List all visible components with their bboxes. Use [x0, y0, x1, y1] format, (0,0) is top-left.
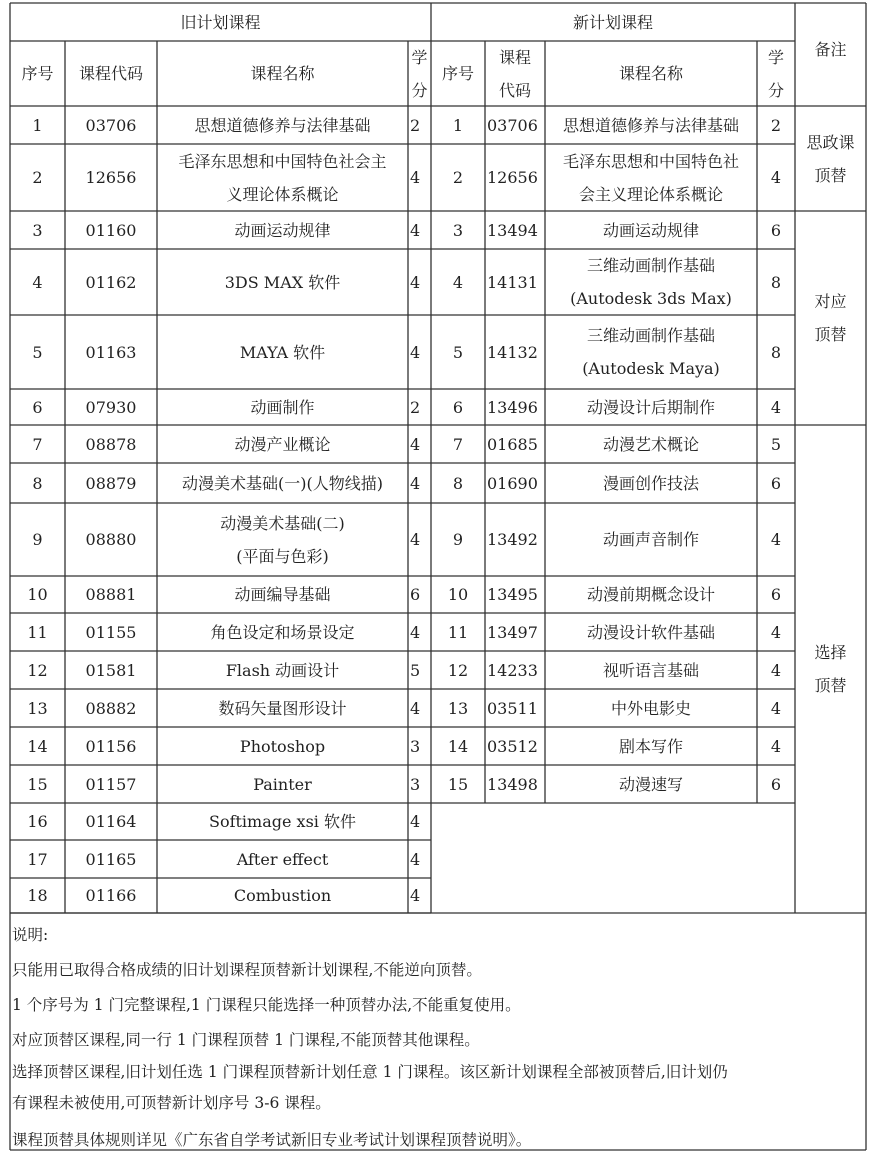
old-name-cell	[157, 144, 408, 211]
new-code-cell: 13494	[487, 220, 538, 240]
new-seq-cell: 14	[447, 736, 469, 756]
cell-line: 毛泽东思想和中国特色社会主	[178, 151, 387, 171]
old-code-cell: 03706	[85, 115, 137, 135]
new-name-cell	[545, 144, 757, 211]
new-credit-cell: 8	[770, 272, 782, 292]
old-seq-cell: 2	[32, 168, 43, 187]
cell-line: 对应	[814, 292, 847, 311]
new-code-cell: 13497	[487, 622, 538, 642]
old-name-cell	[157, 689, 408, 727]
new-code-cell: 13496	[487, 397, 538, 417]
old-name-cell	[157, 315, 408, 389]
new-code-cell: 13495	[487, 585, 538, 604]
new-code-cell: 03511	[487, 698, 538, 718]
new-credit-cell: 2	[770, 115, 782, 135]
new-name-cell	[545, 765, 757, 803]
old-seq-cell: 1	[32, 115, 43, 135]
new-code-cell: 03706	[487, 115, 538, 135]
old-seq-cell: 4	[32, 272, 43, 292]
cell-line: 动漫设计后期制作	[586, 397, 715, 417]
new-name-cell	[545, 389, 757, 425]
old-code-cell: 12656	[85, 168, 137, 187]
old-name-cell	[157, 765, 408, 803]
old-seq-cell: 14	[27, 736, 48, 756]
new-credit-cell: 4	[770, 698, 782, 718]
old-code-cell: 01581	[85, 660, 137, 680]
old-seq-cell: 12	[27, 660, 48, 680]
old-name-cell	[157, 463, 408, 503]
old-name-cell	[157, 389, 408, 425]
new-name-cell	[545, 315, 757, 389]
new-code-cell: 13498	[487, 774, 538, 794]
old-name-cell	[157, 613, 408, 651]
new-seq-cell: 11	[447, 622, 469, 642]
new-name-cell	[545, 613, 757, 651]
new-code-cell: 14132	[487, 342, 538, 362]
header-credit	[408, 41, 431, 106]
new-code-cell: 14131	[487, 272, 538, 292]
notes-title: 说明:	[12, 926, 49, 944]
cell-line: 义理论体系概论	[226, 184, 339, 204]
old-code-cell: 01162	[85, 272, 137, 292]
new-code-cell: 01685	[487, 434, 538, 454]
new-seq-cell: 15	[447, 774, 469, 794]
cell-line: Flash 动画设计	[225, 660, 340, 680]
old-code-cell: 01166	[85, 886, 137, 905]
old-name-cell	[157, 651, 408, 689]
old-code-cell: 08878	[85, 434, 137, 454]
new-name-cell	[545, 651, 757, 689]
old-code-cell: 01164	[85, 812, 137, 831]
old-code-cell: 08879	[85, 473, 137, 493]
cell-line: 三维动画制作基础	[586, 256, 715, 275]
cell-line: 动漫产业概论	[234, 434, 331, 454]
cell-line: 动画运动规律	[234, 220, 331, 240]
old-credit-cell: 5	[410, 660, 421, 680]
old-credit-cell: 4	[410, 168, 421, 187]
new-seq-cell: 5	[452, 342, 464, 362]
cell-line: 剧本写作	[618, 736, 683, 756]
cell-line: 动画运动规律	[602, 220, 699, 240]
old-code-cell: 07930	[85, 397, 137, 417]
new-credit-cell: 5	[770, 434, 782, 454]
cell-line: (Autodesk 3ds Max)	[570, 289, 732, 308]
old-seq-cell: 7	[32, 434, 43, 454]
new-seq-cell: 7	[452, 434, 464, 454]
cell-line: 角色设定和场景设定	[210, 622, 355, 642]
new-name-cell	[545, 425, 757, 463]
new-credit-cell: 8	[770, 342, 782, 362]
cell-line: After effect	[236, 849, 329, 869]
new-name-cell	[545, 689, 757, 727]
new-seq-cell: 4	[452, 272, 464, 292]
cell-line: 思想道德修养与法律基础	[562, 115, 739, 135]
new-credit-cell: 6	[770, 473, 782, 493]
new-name-cell	[545, 106, 757, 144]
new-seq-cell: 2	[452, 168, 464, 187]
old-seq-cell: 13	[27, 698, 48, 718]
old-seq-cell: 6	[32, 397, 43, 417]
old-name-cell	[157, 211, 408, 249]
old-credit-cell: 4	[410, 849, 421, 869]
header-new-code	[485, 41, 545, 106]
new-seq-cell: 12	[447, 660, 469, 680]
cell-line: 分	[411, 80, 428, 100]
old-credit-cell: 4	[410, 473, 421, 493]
cell-line: (平面与色彩)	[236, 546, 329, 566]
old-credit-cell: 4	[410, 272, 421, 292]
old-name-cell	[157, 249, 408, 315]
note-line: 选择顶替区课程,旧计划任选 1 门课程顶替新计划任意 1 门课程。该区新计划课程全部被顶替后,旧计划仍	[12, 1063, 728, 1081]
new-name-cell	[545, 211, 757, 249]
old-credit-cell: 4	[410, 530, 421, 549]
note-line: 有课程未被使用,可顶替新计划序号 3-6 课程。	[12, 1094, 331, 1112]
cell-line: Painter	[253, 774, 312, 794]
old-seq-cell: 5	[32, 342, 43, 362]
old-credit-cell: 4	[410, 812, 421, 831]
old-code-cell: 01163	[85, 342, 137, 362]
cell-line: Combustion	[233, 886, 332, 905]
cell-line: 学	[411, 47, 428, 67]
cell-line: Softimage xsi 软件	[208, 812, 356, 831]
new-credit-cell: 4	[770, 168, 782, 187]
cell-line: 思政课	[806, 132, 855, 152]
cell-line: 动漫设计软件基础	[586, 622, 715, 642]
old-seq-cell: 9	[32, 530, 43, 549]
cell-line: 数码矢量图形设计	[218, 698, 347, 718]
old-seq-cell: 3	[32, 220, 43, 240]
new-code-cell: 03512	[487, 736, 538, 756]
cell-line: 顶替	[814, 325, 847, 344]
new-name-cell	[545, 727, 757, 765]
remark-selective	[795, 425, 866, 913]
cell-line: 顶替	[814, 165, 847, 185]
old-credit-cell: 4	[410, 886, 421, 905]
cell-line: 动漫美术基础(二)	[220, 513, 345, 533]
new-code-cell: 13492	[487, 530, 538, 549]
cell-line: 中外电影史	[610, 698, 691, 718]
old-credit-cell: 4	[410, 220, 421, 240]
new-code-cell: 01690	[487, 473, 538, 493]
note-line: 对应顶替区课程,同一行 1 门课程顶替 1 门课程,不能顶替其他课程。	[12, 1031, 480, 1049]
old-name-cell	[157, 576, 408, 613]
cell-line: 视听语言基础	[602, 660, 699, 680]
old-code-cell: 08880	[85, 530, 137, 549]
old-name-cell	[157, 803, 408, 840]
cell-line: 动漫前期概念设计	[586, 585, 715, 604]
old-credit-cell: 6	[410, 585, 421, 604]
cell-line: 动漫艺术概论	[602, 434, 699, 454]
note-line: 1 个序号为 1 门完整课程,1 门课程只能选择一种顶替办法,不能重复使用。	[12, 996, 521, 1014]
new-code-cell: 12656	[487, 168, 538, 187]
new-seq-cell: 9	[452, 530, 464, 549]
header-new-name: 课程名称	[618, 64, 683, 83]
cell-line: 选择	[814, 643, 847, 662]
old-seq-cell: 17	[27, 849, 48, 869]
remark-political	[795, 106, 866, 211]
old-name-cell	[157, 727, 408, 765]
old-code-cell: 01157	[85, 774, 137, 794]
old-credit-cell: 4	[410, 342, 421, 362]
new-credit-cell: 4	[770, 736, 782, 756]
new-credit-cell: 6	[770, 585, 782, 604]
header-new-credit	[757, 41, 795, 106]
new-credit-cell: 6	[770, 774, 782, 794]
cell-line: 分	[767, 80, 784, 100]
old-name-cell	[157, 106, 408, 144]
new-name-cell	[545, 576, 757, 613]
old-name-cell	[157, 878, 408, 913]
cell-line: 代码	[498, 80, 531, 100]
cell-line: 动漫速写	[618, 774, 683, 794]
cell-line: MAYA 软件	[239, 342, 326, 362]
header-new-seq: 序号	[441, 64, 474, 83]
new-seq-cell: 1	[452, 115, 464, 135]
header-name: 课程名称	[250, 64, 315, 83]
new-seq-cell: 6	[452, 397, 464, 417]
old-seq-cell: 16	[27, 812, 48, 831]
old-credit-cell: 3	[410, 774, 421, 794]
new-name-cell	[545, 463, 757, 503]
note-line: 课程顶替具体规则详见《广东省自学考试新旧专业考试计划课程顶替说明》。	[12, 1131, 532, 1149]
cell-line: 思想道德修养与法律基础	[194, 115, 371, 135]
old-credit-cell: 4	[410, 434, 421, 454]
old-code-cell: 01165	[85, 849, 137, 869]
cell-line: (Autodesk Maya)	[582, 359, 720, 378]
cell-line: 动漫美术基础(一)(人物线描)	[182, 473, 383, 493]
old-credit-cell: 2	[410, 115, 421, 135]
old-credit-cell: 4	[410, 698, 421, 718]
cell-line: 3DS MAX 软件	[224, 272, 341, 292]
header-new-plan: 新计划课程	[572, 12, 653, 32]
cell-line: 动画声音制作	[602, 530, 699, 549]
cell-line: 动画制作	[250, 397, 315, 417]
old-credit-cell: 3	[410, 736, 421, 756]
old-code-cell: 01156	[85, 736, 137, 756]
old-seq-cell: 8	[32, 473, 43, 493]
old-credit-cell: 4	[410, 622, 421, 642]
cell-line: 课程	[498, 47, 531, 67]
new-seq-cell: 8	[452, 473, 464, 493]
remark-corresponding	[795, 211, 866, 425]
cell-line: 会主义理论体系概论	[578, 184, 723, 204]
header-seq: 序号	[21, 64, 54, 83]
header-code: 课程代码	[78, 64, 143, 83]
old-code-cell: 08881	[85, 585, 137, 604]
cell-line: 毛泽东思想和中国特色社	[562, 151, 739, 171]
cell-line: 动画编导基础	[234, 585, 331, 604]
note-line: 只能用已取得合格成绩的旧计划课程顶替新计划课程,不能逆向顶替。	[12, 961, 482, 979]
header-remark: 备注	[814, 40, 847, 59]
cell-line: Photoshop	[239, 736, 326, 756]
new-name-cell	[545, 503, 757, 576]
cell-line: 漫画创作技法	[602, 473, 699, 493]
new-credit-cell: 4	[770, 530, 782, 549]
old-code-cell: 01160	[85, 220, 137, 240]
old-seq-cell: 15	[27, 774, 48, 794]
new-seq-cell: 3	[452, 220, 464, 240]
new-name-cell	[545, 249, 757, 315]
new-credit-cell: 4	[770, 660, 782, 680]
old-seq-cell: 10	[27, 585, 48, 604]
cell-line: 学	[767, 47, 784, 67]
new-seq-cell: 10	[447, 585, 469, 604]
new-credit-cell: 4	[770, 397, 782, 417]
old-seq-cell: 11	[27, 622, 48, 642]
new-credit-cell: 6	[770, 220, 782, 240]
cell-line: 顶替	[814, 676, 847, 695]
old-name-cell	[157, 425, 408, 463]
old-seq-cell: 18	[27, 886, 48, 905]
cell-line: 三维动画制作基础	[586, 326, 715, 345]
new-credit-cell: 4	[770, 622, 782, 642]
old-name-cell	[157, 503, 408, 576]
old-credit-cell: 2	[410, 397, 421, 417]
old-name-cell	[157, 840, 408, 878]
old-code-cell: 01155	[85, 622, 137, 642]
new-seq-cell: 13	[447, 698, 469, 718]
header-old-plan: 旧计划课程	[180, 12, 261, 32]
old-code-cell: 08882	[85, 698, 137, 718]
new-code-cell: 14233	[487, 660, 538, 680]
